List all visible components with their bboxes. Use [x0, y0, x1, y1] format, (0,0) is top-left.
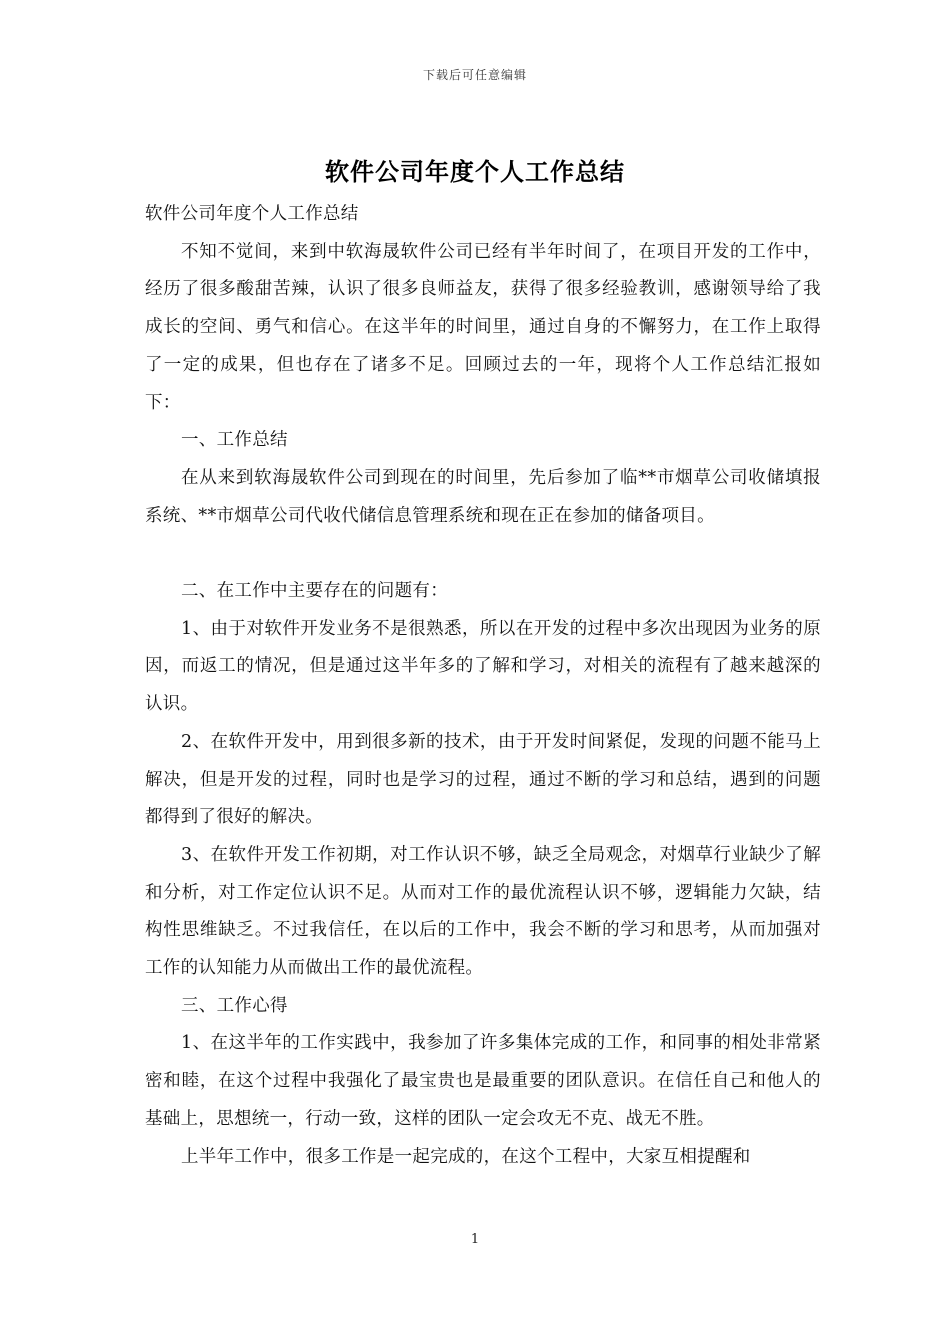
document-subtitle: 软件公司年度个人工作总结: [145, 204, 359, 224]
document-body: [145, 196, 821, 1176]
intro-paragraph: 不知不觉间，来到中软海晟软件公司已经有半年时间了，在项目开发的工作中，经历了很多酸甜苦辣，认识了很多良师益友，获得了很多经验教训，感谢领导给了我成长的空间、勇气和信心。在这半年的时间里，通过自身的不懈努力，在工作上取得了一定的成果，但也存在了诸多不足。回顾过去的一年，现将个人工作总结汇报如下：: [145, 241, 821, 413]
paragraph-problem-1: 1、由于对软件开发业务不是很熟悉，所以在开发的过程中多次出现因为业务的原因，而返工的情况，但是通过这半年多的了解和学习，对相关的流程有了越来越深的认识。: [145, 618, 821, 715]
paragraph-experience-1: 1、在这半年的工作实践中，我参加了许多集体完成的工作，和同事的相处非常紧密和睦，在这个过程中我强化了最宝贵也是最重要的团队意识。在信任自己和他人的基础上，思想统一，行动一致，这样的团队一定会攻无不克、战无不胜。: [145, 1033, 821, 1129]
paragraph-work-summary: 在从来到软海晟软件公司到现在的时间里，先后参加了临**市烟草公司收储填报系统、**市烟草公司代收代储信息管理系统和现在正在参加的储备项目。: [145, 467, 821, 526]
document-title: 软件公司年度个人工作总结: [325, 157, 625, 186]
paragraph-experience-2: 上半年工作中，很多工作是一起完成的，在这个工程中，大家互相提醒和: [181, 1146, 751, 1167]
section-heading-problems: 二、在工作中主要存在的问题有：: [181, 581, 448, 602]
blank-line: [145, 535, 821, 573]
paragraph-problem-2: 2、在软件开发中，用到很多新的技术，由于开发时间紧促，发现的问题不能马上解决，但是开发的过程，同时也是学习的过程，通过不断的学习和总结，遇到的问题都得到了很好的解决。: [145, 731, 821, 828]
section-heading-experience: 三、工作心得: [181, 995, 288, 1016]
page-number: 1: [470, 1232, 480, 1247]
paragraph-problem-3: 3、在软件开发工作初期，对工作认识不够，缺乏全局观念，对烟草行业缺少了解和分析，对工作定位认识不足。从而对工作的最优流程认识不够，逻辑能力欠缺，结构性思维缺乏。不过我信任，在以后的工作中，我会不断的学习和思考，从而加强对工作的认知能力从而做出工作的最优流程。: [145, 844, 821, 979]
header-note: 下载后可任意编辑: [422, 68, 527, 82]
section-heading-work-summary: 一、工作总结: [181, 430, 288, 451]
